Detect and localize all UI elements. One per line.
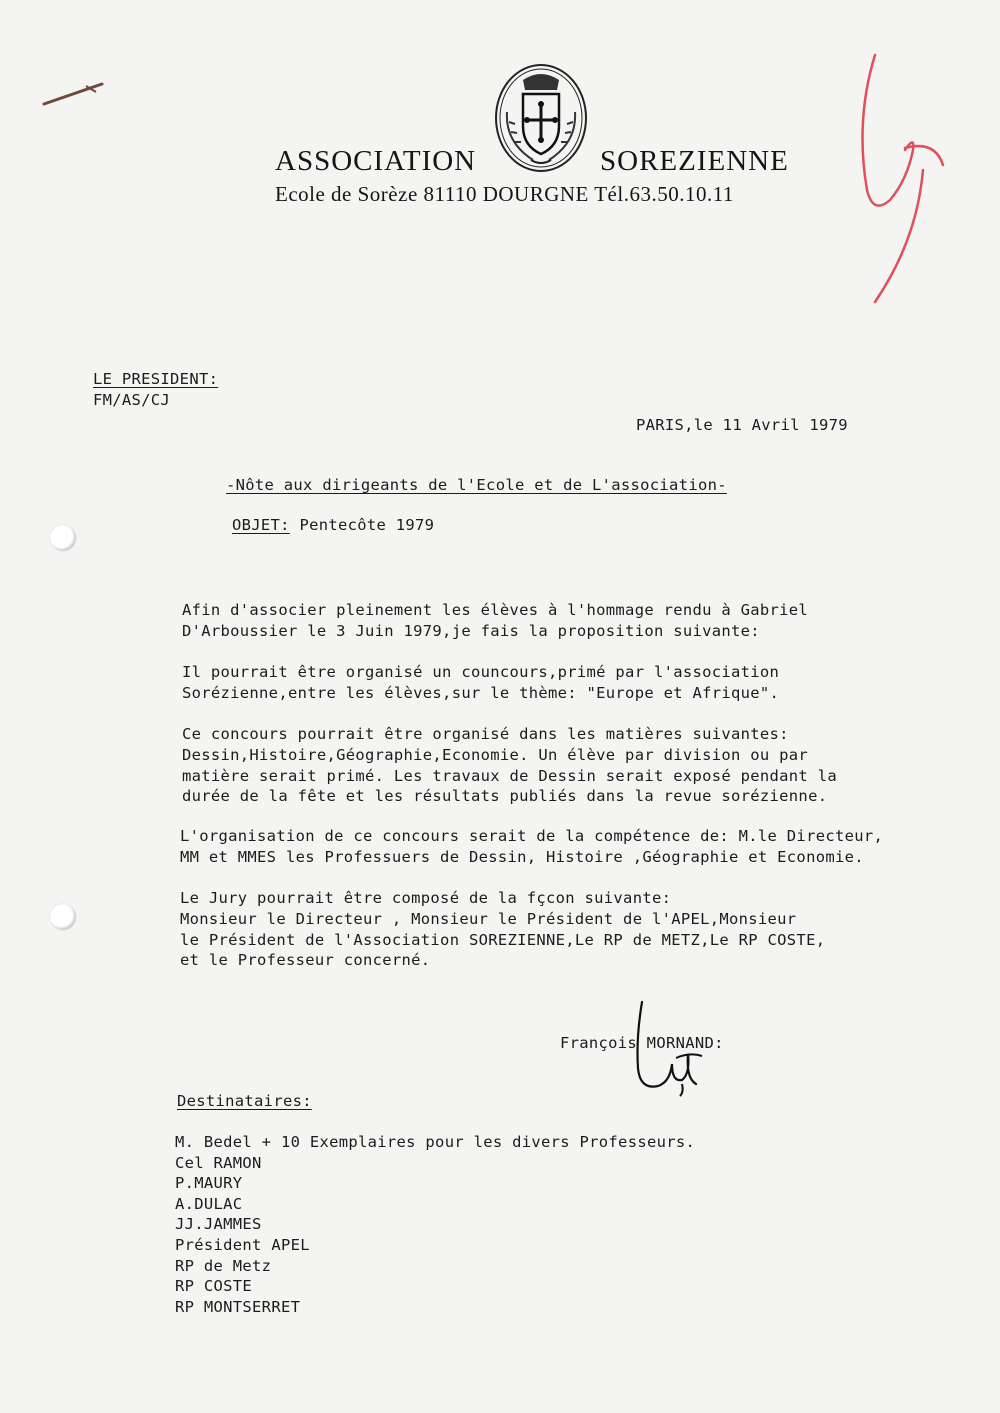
recipient-item: P.MAURY — [175, 1174, 243, 1193]
subject-line — [232, 516, 434, 534]
text-line: L'organisation de ce concours serait de la compétence de: M.le Directeur, — [180, 827, 884, 845]
signature-name: François MORNAND: — [560, 1034, 724, 1052]
text-line: MM et MMES les Professuers de Dessin, Histoire ,Géographie et Economie. — [180, 847, 864, 866]
text-line: D'Arboussier le 3 Juin 1979,je fais la proposition suivante: — [182, 621, 760, 640]
handwritten-signature — [610, 998, 710, 1098]
org-address: Ecole de Sorèze 81110 DOURGNE Tél.63.50.10.11 — [275, 182, 734, 206]
text-line: Ce concours pourrait être organisé dans les matières suivantes: — [182, 725, 789, 743]
crest-icon — [493, 62, 589, 174]
recipient-item: RP MONTSERRET — [175, 1297, 301, 1316]
paragraph-5 — [180, 888, 825, 971]
text-line: durée de la fête et les résultats publiés dans la revue sorézienne. — [182, 787, 828, 806]
sender-reference: FM/AS/CJ — [93, 391, 171, 409]
paragraph-3 — [182, 724, 837, 807]
recipients-label: Destinataires: — [177, 1092, 312, 1110]
punch-hole-top — [50, 525, 76, 551]
recipients-list — [175, 1132, 695, 1317]
paragraph-4 — [180, 826, 883, 868]
text-line: Dessin,Histoire,Géographie,Economie. Un élève par division ou par — [182, 745, 809, 764]
sender-title: LE PRESIDENT: — [93, 370, 219, 388]
text-line: Le Jury pourrait être composé de la fçcon suivante: — [180, 889, 672, 907]
recipient-item: Cel RAMON — [175, 1153, 262, 1172]
subject-label: OBJET: — [232, 516, 290, 534]
recipient-item: RP COSTE — [175, 1277, 253, 1296]
note-title: -Nôte aux dirigeants de l'Ecole et de L'association- — [226, 476, 727, 494]
text-line: matière serait primé. Les travaux de Dessin serait exposé pendant la — [182, 766, 837, 785]
recipient-item: M. Bedel + 10 Exemplaires pour les divers Professeurs. — [175, 1133, 696, 1151]
text-line: Sorézienne,entre les élèves,sur le thème: "Europe et Afrique". — [182, 683, 780, 702]
recipient-item: Président APEL — [175, 1235, 310, 1254]
pencil-mark — [40, 80, 110, 110]
handwritten-number — [845, 40, 955, 310]
punch-hole-bottom — [50, 904, 76, 930]
org-name-right: SOREZIENNE — [600, 145, 789, 177]
text-line: Il pourrait être organisé un councours,primé par l'association — [182, 663, 780, 681]
subject-text: Pentecôte 1979 — [299, 516, 435, 534]
text-line: et le Professeur concerné. — [180, 951, 431, 970]
text-line: Monsieur le Directeur , Monsieur le Président de l'APEL,Monsieur — [180, 909, 797, 928]
recipient-item: JJ.JAMMES — [175, 1215, 262, 1234]
recipient-item: A.DULAC — [175, 1194, 243, 1213]
text-line: Afin d'associer pleinement les élèves à l'hommage rendu à Gabriel — [182, 601, 809, 619]
recipient-item: RP de Metz — [175, 1256, 272, 1275]
paragraph-1 — [182, 600, 808, 642]
paragraph-2 — [182, 662, 779, 704]
org-name-left: ASSOCIATION — [275, 145, 477, 177]
text-line: le Président de l'Association SOREZIENNE,Le RP de METZ,Le RP COSTE, — [180, 930, 826, 949]
date-line: PARIS,le 11 Avril 1979 — [636, 416, 848, 434]
